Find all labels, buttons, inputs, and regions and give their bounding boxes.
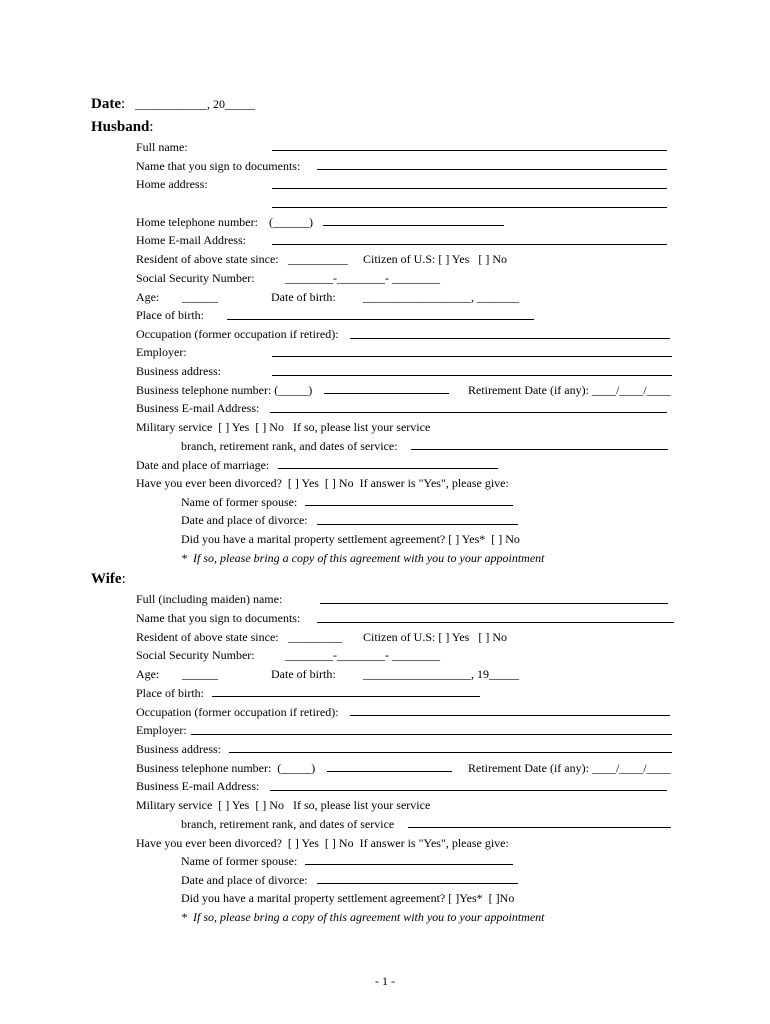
- wife-age-label: Age:: [136, 667, 160, 681]
- husband-marriage-label: Date and place of marriage:: [136, 458, 270, 472]
- husband-military-details-label: branch, retirement rank, and dates of service:: [181, 439, 398, 453]
- wife-full-name-field[interactable]: [320, 603, 668, 604]
- wife-retirement-field[interactable]: Retirement Date (if any): ____/____/____: [468, 761, 671, 775]
- husband-sign-name-field[interactable]: [317, 169, 667, 170]
- wife-business-phone-label: Business telephone number: (_____): [136, 761, 316, 775]
- husband-settlement-checkbox[interactable]: Did you have a marital property settlement agreement? [ ] Yes* [ ] No: [181, 532, 520, 546]
- wife-settlement-checkbox[interactable]: Did you have a marital property settlement agreement? [ ]Yes* [ ]No: [181, 891, 515, 905]
- wife-business-address-label: Business address:: [136, 742, 221, 756]
- wife-age-field[interactable]: ______: [182, 667, 218, 681]
- husband-divorce-place-label: Date and place of divorce:: [181, 513, 308, 527]
- husband-home-address-field[interactable]: [272, 188, 667, 189]
- husband-retirement-field[interactable]: Retirement Date (if any): ____/____/____: [468, 383, 671, 397]
- husband-citizen-checkbox[interactable]: Citizen of U.S: [ ] Yes [ ] No: [363, 252, 507, 266]
- husband-heading-colon: :: [149, 119, 154, 135]
- husband-age-field[interactable]: ______: [182, 290, 218, 304]
- wife-business-address-field[interactable]: [229, 752, 672, 753]
- date-label: Date: [91, 96, 121, 112]
- wife-place-of-birth-field[interactable]: [212, 696, 480, 697]
- husband-military-details-field[interactable]: [411, 449, 668, 450]
- husband-place-of-birth-label: Place of birth:: [136, 308, 204, 322]
- wife-dob-field[interactable]: __________________, 19_____: [363, 667, 519, 681]
- wife-divorced-checkbox[interactable]: Have you ever been divorced? [ ] Yes [ ] No If answer is "Yes", please give:: [136, 836, 509, 850]
- date-blank[interactable]: ____________, 20_____: [135, 97, 255, 111]
- husband-home-address-label: Home address:: [136, 177, 208, 191]
- husband-marriage-field[interactable]: [278, 468, 498, 469]
- husband-business-address-label: Business address:: [136, 364, 221, 378]
- husband-dob-field[interactable]: __________________, _______: [363, 290, 519, 304]
- husband-employer-label: Employer:: [136, 345, 187, 359]
- wife-full-name-label: Full (including maiden) name:: [136, 592, 283, 606]
- husband-resident-label: Resident of above state since:: [136, 252, 279, 266]
- wife-former-spouse-label: Name of former spouse:: [181, 854, 298, 868]
- date-colon: :: [121, 96, 126, 112]
- wife-military-details-label: branch, retirement rank, and dates of service: [181, 817, 395, 831]
- husband-business-phone-field[interactable]: [324, 393, 449, 394]
- husband-occupation-field[interactable]: [350, 338, 670, 339]
- wife-business-email-label: Business E-mail Address:: [136, 779, 260, 793]
- husband-place-of-birth-field[interactable]: [227, 319, 534, 320]
- wife-heading-label: Wife: [91, 571, 122, 587]
- wife-business-phone-field[interactable]: [327, 771, 452, 772]
- husband-full-name-label: Full name:: [136, 140, 188, 154]
- husband-business-address-field[interactable]: [272, 375, 672, 376]
- wife-occupation-field[interactable]: [350, 715, 670, 716]
- wife-sign-name-label: Name that you sign to documents:: [136, 611, 301, 625]
- wife-sign-name-field[interactable]: [317, 622, 674, 623]
- husband-settlement-note: * If so, please bring a copy of this agreement with you to your appointment: [181, 551, 545, 565]
- husband-business-email-field[interactable]: [270, 412, 667, 413]
- wife-employer-field[interactable]: [191, 734, 672, 735]
- wife-divorce-place-field[interactable]: [317, 883, 518, 884]
- wife-business-email-field[interactable]: [270, 790, 667, 791]
- husband-home-email-label: Home E-mail Address:: [136, 233, 246, 247]
- wife-military-checkbox[interactable]: Military service [ ] Yes [ ] No If so, please list your service: [136, 798, 431, 812]
- husband-resident-field[interactable]: __________: [288, 252, 348, 266]
- wife-former-spouse-field[interactable]: [305, 864, 513, 865]
- husband-dob-label: Date of birth:: [271, 290, 336, 304]
- husband-divorce-place-field[interactable]: [317, 524, 518, 525]
- wife-ssn-field[interactable]: ________-________- ________: [285, 648, 440, 662]
- husband-occupation-label: Occupation (former occupation if retired):: [136, 327, 339, 341]
- husband-former-spouse-label: Name of former spouse:: [181, 495, 298, 509]
- husband-home-email-field[interactable]: [272, 244, 667, 245]
- page-number: - 1 -: [375, 974, 395, 988]
- husband-heading: [91, 118, 154, 136]
- husband-home-phone-field[interactable]: [323, 225, 504, 226]
- wife-heading: [91, 570, 126, 588]
- wife-resident-field[interactable]: _________: [288, 630, 342, 644]
- husband-ssn-label: Social Security Number:: [136, 271, 255, 285]
- wife-heading-colon: :: [121, 571, 126, 587]
- wife-settlement-note: * If so, please bring a copy of this agreement with you to your appointment: [181, 910, 545, 924]
- husband-heading-label: Husband: [91, 119, 150, 135]
- husband-military-checkbox[interactable]: Military service [ ] Yes [ ] No If so, please list your service: [136, 420, 431, 434]
- husband-home-address-field-2[interactable]: [272, 207, 667, 208]
- husband-home-phone-label: Home telephone number:: [136, 215, 258, 229]
- husband-ssn-field[interactable]: ________-________- ________: [285, 271, 440, 285]
- wife-dob-label: Date of birth:: [271, 667, 336, 681]
- wife-ssn-label: Social Security Number:: [136, 648, 255, 662]
- husband-home-phone-area[interactable]: (______): [269, 215, 313, 229]
- date-heading: [91, 95, 125, 113]
- wife-occupation-label: Occupation (former occupation if retired):: [136, 705, 339, 719]
- wife-citizen-checkbox[interactable]: Citizen of U.S: [ ] Yes [ ] No: [363, 630, 507, 644]
- wife-place-of-birth-label: Place of birth:: [136, 686, 204, 700]
- wife-resident-label: Resident of above state since:: [136, 630, 279, 644]
- husband-business-phone-label: Business telephone number: (_____): [136, 383, 313, 397]
- wife-military-details-field[interactable]: [408, 827, 671, 828]
- husband-divorced-checkbox[interactable]: Have you ever been divorced? [ ] Yes [ ] No If answer is "Yes", please give:: [136, 476, 509, 490]
- wife-employer-label: Employer:: [136, 723, 187, 737]
- husband-full-name-field[interactable]: [272, 150, 667, 151]
- wife-divorce-place-label: Date and place of divorce:: [181, 873, 308, 887]
- husband-sign-name-label: Name that you sign to documents:: [136, 159, 301, 173]
- husband-business-email-label: Business E-mail Address:: [136, 401, 260, 415]
- husband-age-label: Age:: [136, 290, 160, 304]
- husband-employer-field[interactable]: [272, 356, 672, 357]
- husband-former-spouse-field[interactable]: [305, 505, 513, 506]
